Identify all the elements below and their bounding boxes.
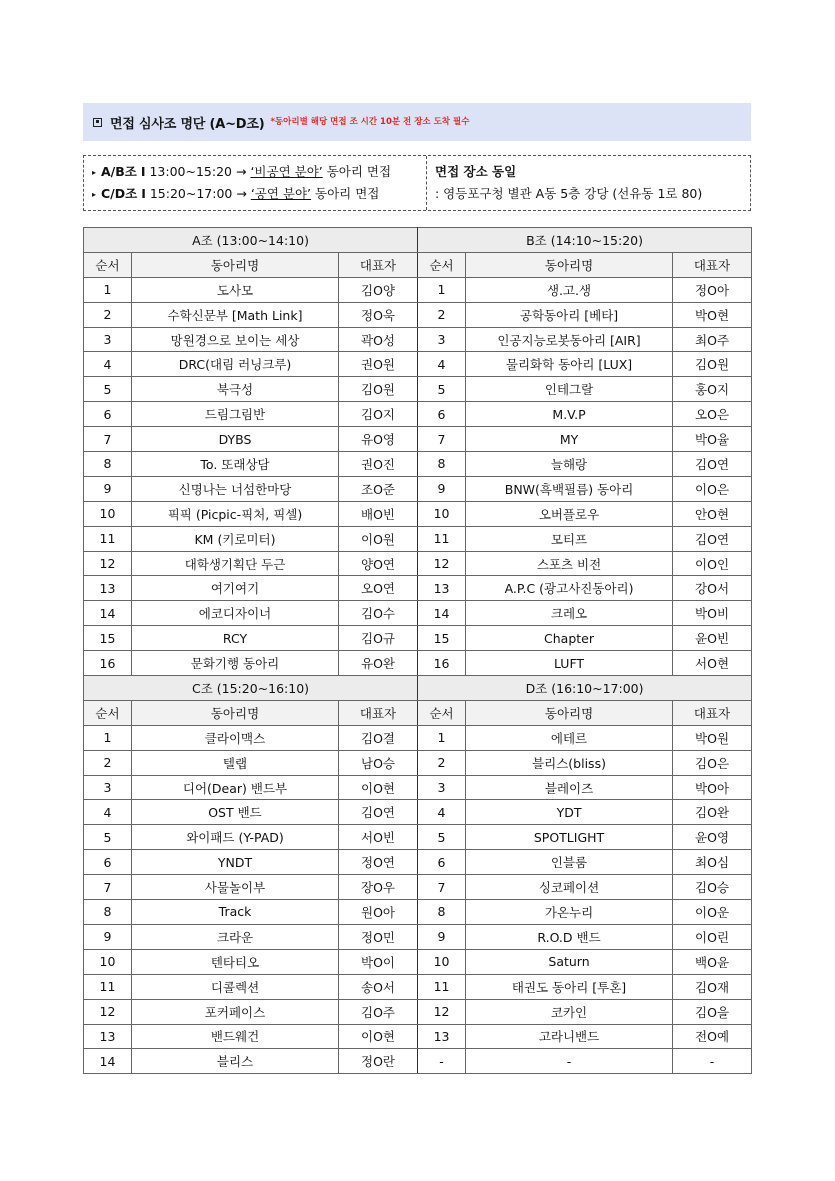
column-header-row xyxy=(84,700,752,725)
table-row xyxy=(84,327,752,352)
table-row xyxy=(84,551,752,576)
club-name: 도사모 xyxy=(132,277,339,302)
club-name: 생.고.생 xyxy=(466,277,673,302)
table-row xyxy=(84,775,752,800)
row-number: 1 xyxy=(84,277,132,302)
row-number: 2 xyxy=(418,750,466,775)
header-representative: 대표자 xyxy=(673,252,752,277)
title-bar xyxy=(83,103,751,141)
club-name: 디어(Dear) 밴드부 xyxy=(132,775,339,800)
header-club: 동아리명 xyxy=(466,700,673,725)
header-club: 동아리명 xyxy=(132,252,339,277)
row-number: 16 xyxy=(418,651,466,676)
row-number: 11 xyxy=(84,974,132,999)
club-name: 늘해랑 xyxy=(466,452,673,477)
table-row xyxy=(84,651,752,676)
row-number: 11 xyxy=(84,526,132,551)
representative: 장O우 xyxy=(339,875,418,900)
club-name: 블리스 xyxy=(132,1049,339,1074)
club-name: LUFT xyxy=(466,651,673,676)
club-name: 에테르 xyxy=(466,725,673,750)
row-number: 14 xyxy=(418,601,466,626)
table-row xyxy=(84,277,752,302)
representative: 김O은 xyxy=(673,750,752,775)
club-name: 텔랩 xyxy=(132,750,339,775)
club-name: 태권도 동아리 [투혼] xyxy=(466,974,673,999)
row-number: 8 xyxy=(84,900,132,925)
representative: 김O연 xyxy=(673,452,752,477)
representative: 정O아 xyxy=(673,277,752,302)
schedule-table xyxy=(83,227,752,1074)
table-row xyxy=(84,427,752,452)
representative: 정O욱 xyxy=(339,302,418,327)
table-row xyxy=(84,999,752,1024)
row-number: 9 xyxy=(84,924,132,949)
row-number: 11 xyxy=(418,526,466,551)
club-name: OST 밴드 xyxy=(132,800,339,825)
table-row xyxy=(84,501,752,526)
schedule-times xyxy=(84,156,427,210)
row-number: 1 xyxy=(84,725,132,750)
header-number: 순서 xyxy=(418,252,466,277)
group-title: C조 (15:20~16:10) xyxy=(84,676,418,701)
row-number: 7 xyxy=(418,875,466,900)
club-name: YNDT xyxy=(132,850,339,875)
club-name: 와이패드 (Y-PAD) xyxy=(132,825,339,850)
header-representative: 대표자 xyxy=(339,700,418,725)
row-number: 6 xyxy=(84,850,132,875)
representative: 이O원 xyxy=(339,526,418,551)
table-row xyxy=(84,875,752,900)
cd-field: ‘공연 분야’ xyxy=(250,186,312,201)
club-name: RCY xyxy=(132,626,339,651)
club-name: 인테그랄 xyxy=(466,377,673,402)
club-name: 대학생기획단 두근 xyxy=(132,551,339,576)
ab-schedule-line: ▸ A/B조 I 13:00~15:20 → ‘비공연 분야’ 동아리 면접 xyxy=(92,164,392,179)
club-name: 싱코페이션 xyxy=(466,875,673,900)
row-number: 10 xyxy=(418,501,466,526)
representative: 박O이 xyxy=(339,949,418,974)
row-number: 2 xyxy=(84,750,132,775)
row-number: 4 xyxy=(418,800,466,825)
row-number: 9 xyxy=(418,924,466,949)
representative: 서O현 xyxy=(673,651,752,676)
table-row xyxy=(84,1024,752,1049)
club-name: 인공지능로봇동아리 [AIR] xyxy=(466,327,673,352)
club-name: 디콜렉션 xyxy=(132,974,339,999)
club-name: 수학신문부 [Math Link] xyxy=(132,302,339,327)
group-title-row xyxy=(84,228,752,253)
group-title: D조 (16:10~17:00) xyxy=(418,676,752,701)
club-name: 고라니밴드 xyxy=(466,1024,673,1049)
table-row xyxy=(84,302,752,327)
representative: 유O완 xyxy=(339,651,418,676)
header-representative: 대표자 xyxy=(673,700,752,725)
club-name: 인블룸 xyxy=(466,850,673,875)
club-name: 여기여기 xyxy=(132,576,339,601)
row-number: 6 xyxy=(84,402,132,427)
club-name: 스포츠 비전 xyxy=(466,551,673,576)
representative: 양O연 xyxy=(339,551,418,576)
representative: 곽O성 xyxy=(339,327,418,352)
representative: 김O양 xyxy=(339,277,418,302)
schedule-info-box xyxy=(83,155,751,211)
club-name: DYBS xyxy=(132,427,339,452)
row-number: 12 xyxy=(84,551,132,576)
row-number: 1 xyxy=(418,277,466,302)
row-number: 16 xyxy=(84,651,132,676)
row-number: 15 xyxy=(84,626,132,651)
representative: 최O심 xyxy=(673,850,752,875)
representative: 김O재 xyxy=(673,974,752,999)
table-row xyxy=(84,601,752,626)
representative: 오O은 xyxy=(673,402,752,427)
row-number: 3 xyxy=(418,327,466,352)
representative: 김O지 xyxy=(339,402,418,427)
row-number: 13 xyxy=(84,576,132,601)
row-number: 4 xyxy=(84,352,132,377)
table-row xyxy=(84,949,752,974)
cd-group-label: C/D조 xyxy=(101,186,138,201)
club-name: 코카인 xyxy=(466,999,673,1024)
row-number: 12 xyxy=(418,551,466,576)
club-name: To. 또래상담 xyxy=(132,452,339,477)
representative: 남O승 xyxy=(339,750,418,775)
representative: 배O빈 xyxy=(339,501,418,526)
header-number: 순서 xyxy=(84,252,132,277)
row-number: 4 xyxy=(84,800,132,825)
row-number: 12 xyxy=(418,999,466,1024)
club-name: YDT xyxy=(466,800,673,825)
representative: 이O은 xyxy=(673,476,752,501)
table-row xyxy=(84,626,752,651)
row-number: 1 xyxy=(418,725,466,750)
representative: 김O결 xyxy=(339,725,418,750)
representative: 이O린 xyxy=(673,924,752,949)
cd-time: 15:20~17:00 xyxy=(149,186,233,201)
row-number: 8 xyxy=(418,900,466,925)
representative: - xyxy=(673,1049,752,1074)
table-row xyxy=(84,377,752,402)
club-name: 사물놀이부 xyxy=(132,875,339,900)
page-title: 면접 심사조 명단 (A~D조) xyxy=(110,116,265,132)
venue-title: 면접 장소 동일 xyxy=(435,164,517,179)
row-number: 3 xyxy=(84,775,132,800)
ab-field: ‘비공연 분야’ xyxy=(250,164,323,179)
square-bullet-icon xyxy=(93,118,102,127)
representative: 서O빈 xyxy=(339,825,418,850)
representative: 안O현 xyxy=(673,501,752,526)
row-number: 14 xyxy=(84,1049,132,1074)
representative: 전O예 xyxy=(673,1024,752,1049)
table-row xyxy=(84,352,752,377)
table-row xyxy=(84,526,752,551)
row-number: 13 xyxy=(418,1024,466,1049)
representative: 박O원 xyxy=(673,725,752,750)
representative: 송O서 xyxy=(339,974,418,999)
representative: 박O율 xyxy=(673,427,752,452)
row-number: 9 xyxy=(84,476,132,501)
row-number: 10 xyxy=(84,501,132,526)
table-row xyxy=(84,402,752,427)
header-club: 동아리명 xyxy=(466,252,673,277)
club-name: 텐타티오 xyxy=(132,949,339,974)
club-name: 블리스(bliss) xyxy=(466,750,673,775)
representative: 유O영 xyxy=(339,427,418,452)
row-number: 5 xyxy=(84,377,132,402)
group-title: B조 (14:10~15:20) xyxy=(418,228,752,253)
venue-info xyxy=(427,156,750,210)
representative: 김O연 xyxy=(673,526,752,551)
club-name: 드림그림반 xyxy=(132,402,339,427)
representative: 홍O지 xyxy=(673,377,752,402)
club-name: MY xyxy=(466,427,673,452)
club-name: 오버플로우 xyxy=(466,501,673,526)
row-number: 4 xyxy=(418,352,466,377)
club-name: 크라운 xyxy=(132,924,339,949)
representative: 김O을 xyxy=(673,999,752,1024)
representative: 원O아 xyxy=(339,900,418,925)
club-name: - xyxy=(466,1049,673,1074)
representative: 백O윤 xyxy=(673,949,752,974)
table-row xyxy=(84,900,752,925)
arrival-notice: *동아리별 해당 면접 조 시간 10분 전 장소 도착 필수 xyxy=(270,117,470,127)
row-number: 10 xyxy=(418,949,466,974)
club-name: 망원경으로 보이는 세상 xyxy=(132,327,339,352)
representative: 김O원 xyxy=(339,377,418,402)
representative: 김O완 xyxy=(673,800,752,825)
group-title: A조 (13:00~14:10) xyxy=(84,228,418,253)
club-name: 문화기행 동아리 xyxy=(132,651,339,676)
row-number: 10 xyxy=(84,949,132,974)
representative: 윤O빈 xyxy=(673,626,752,651)
row-number: 6 xyxy=(418,402,466,427)
club-name: 픽픽 (Picpic-픽처, 픽셀) xyxy=(132,501,339,526)
club-name: 크레오 xyxy=(466,601,673,626)
row-number: 13 xyxy=(84,1024,132,1049)
club-name: BNW(흑백필름) 동아리 xyxy=(466,476,673,501)
cd-schedule-line: ▸ C/D조 I 15:20~17:00 → ‘공연 분야’ 동아리 면접 xyxy=(92,186,380,201)
club-name: KM (키로미터) xyxy=(132,526,339,551)
representative: 최O주 xyxy=(673,327,752,352)
club-name: 물리화학 동아리 [LUX] xyxy=(466,352,673,377)
row-number: 15 xyxy=(418,626,466,651)
row-number: 13 xyxy=(418,576,466,601)
club-name: DRC(대림 러닝크루) xyxy=(132,352,339,377)
club-name: Saturn xyxy=(466,949,673,974)
venue-address: : 영등포구청 별관 A동 5층 강당 (선유동 1로 80) xyxy=(435,186,703,201)
representative: 김O원 xyxy=(673,352,752,377)
representative: 정O민 xyxy=(339,924,418,949)
triangle-bullet-icon: ▸ xyxy=(92,168,97,177)
representative: 강O서 xyxy=(673,576,752,601)
table-row xyxy=(84,452,752,477)
row-number: 2 xyxy=(418,302,466,327)
club-name: 모티프 xyxy=(466,526,673,551)
table-row xyxy=(84,750,752,775)
club-name: M.V.P xyxy=(466,402,673,427)
representative: 정O란 xyxy=(339,1049,418,1074)
row-number: 6 xyxy=(418,850,466,875)
club-name: 밴드웨건 xyxy=(132,1024,339,1049)
row-number: 14 xyxy=(84,601,132,626)
representative: 조O준 xyxy=(339,476,418,501)
header-number: 순서 xyxy=(418,700,466,725)
club-name: 북극성 xyxy=(132,377,339,402)
club-name: 공학동아리 [베타] xyxy=(466,302,673,327)
representative: 오O연 xyxy=(339,576,418,601)
representative: 이O인 xyxy=(673,551,752,576)
table-row xyxy=(84,974,752,999)
club-name: 포커페이스 xyxy=(132,999,339,1024)
ab-group-label: A/B조 xyxy=(101,164,137,179)
representative: 박O아 xyxy=(673,775,752,800)
table-row xyxy=(84,924,752,949)
club-name: 에코디자이너 xyxy=(132,601,339,626)
row-number: 7 xyxy=(418,427,466,452)
row-number: 3 xyxy=(84,327,132,352)
table-row xyxy=(84,1049,752,1074)
representative: 이O운 xyxy=(673,900,752,925)
row-number: 5 xyxy=(418,377,466,402)
club-name: Chapter xyxy=(466,626,673,651)
header-club: 동아리명 xyxy=(132,700,339,725)
representative: 김O주 xyxy=(339,999,418,1024)
table-row xyxy=(84,850,752,875)
group-title-row xyxy=(84,676,752,701)
representative: 김O수 xyxy=(339,601,418,626)
row-number: 3 xyxy=(418,775,466,800)
club-name: SPOTLIGHT xyxy=(466,825,673,850)
row-number: 7 xyxy=(84,427,132,452)
table-row xyxy=(84,725,752,750)
representative: 권O원 xyxy=(339,352,418,377)
club-name: Track xyxy=(132,900,339,925)
representative: 윤O영 xyxy=(673,825,752,850)
row-number: 11 xyxy=(418,974,466,999)
representative: 김O규 xyxy=(339,626,418,651)
row-number: 5 xyxy=(418,825,466,850)
representative: 이O현 xyxy=(339,1024,418,1049)
triangle-bullet-icon: ▸ xyxy=(92,190,97,199)
row-number: 9 xyxy=(418,476,466,501)
ab-time: 13:00~15:20 xyxy=(149,164,232,179)
representative: 김O승 xyxy=(673,875,752,900)
table-row xyxy=(84,800,752,825)
row-number: 12 xyxy=(84,999,132,1024)
header-representative: 대표자 xyxy=(339,252,418,277)
row-number: 2 xyxy=(84,302,132,327)
column-header-row xyxy=(84,252,752,277)
representative: 박O현 xyxy=(673,302,752,327)
row-number: 7 xyxy=(84,875,132,900)
row-number: 8 xyxy=(84,452,132,477)
representative: 정O연 xyxy=(339,850,418,875)
header-number: 순서 xyxy=(84,700,132,725)
row-number: 8 xyxy=(418,452,466,477)
club-name: 클라이맥스 xyxy=(132,725,339,750)
club-name: 가온누리 xyxy=(466,900,673,925)
club-name: R.O.D 밴드 xyxy=(466,924,673,949)
club-name: A.P.C (광고사진동아리) xyxy=(466,576,673,601)
row-number: 5 xyxy=(84,825,132,850)
representative: 김O연 xyxy=(339,800,418,825)
table-row xyxy=(84,825,752,850)
representative: 박O비 xyxy=(673,601,752,626)
table-row xyxy=(84,576,752,601)
representative: 권O진 xyxy=(339,452,418,477)
row-number: - xyxy=(418,1049,466,1074)
club-name: 신명나는 너섬한마당 xyxy=(132,476,339,501)
table-row xyxy=(84,476,752,501)
representative: 이O현 xyxy=(339,775,418,800)
club-name: 블레이즈 xyxy=(466,775,673,800)
